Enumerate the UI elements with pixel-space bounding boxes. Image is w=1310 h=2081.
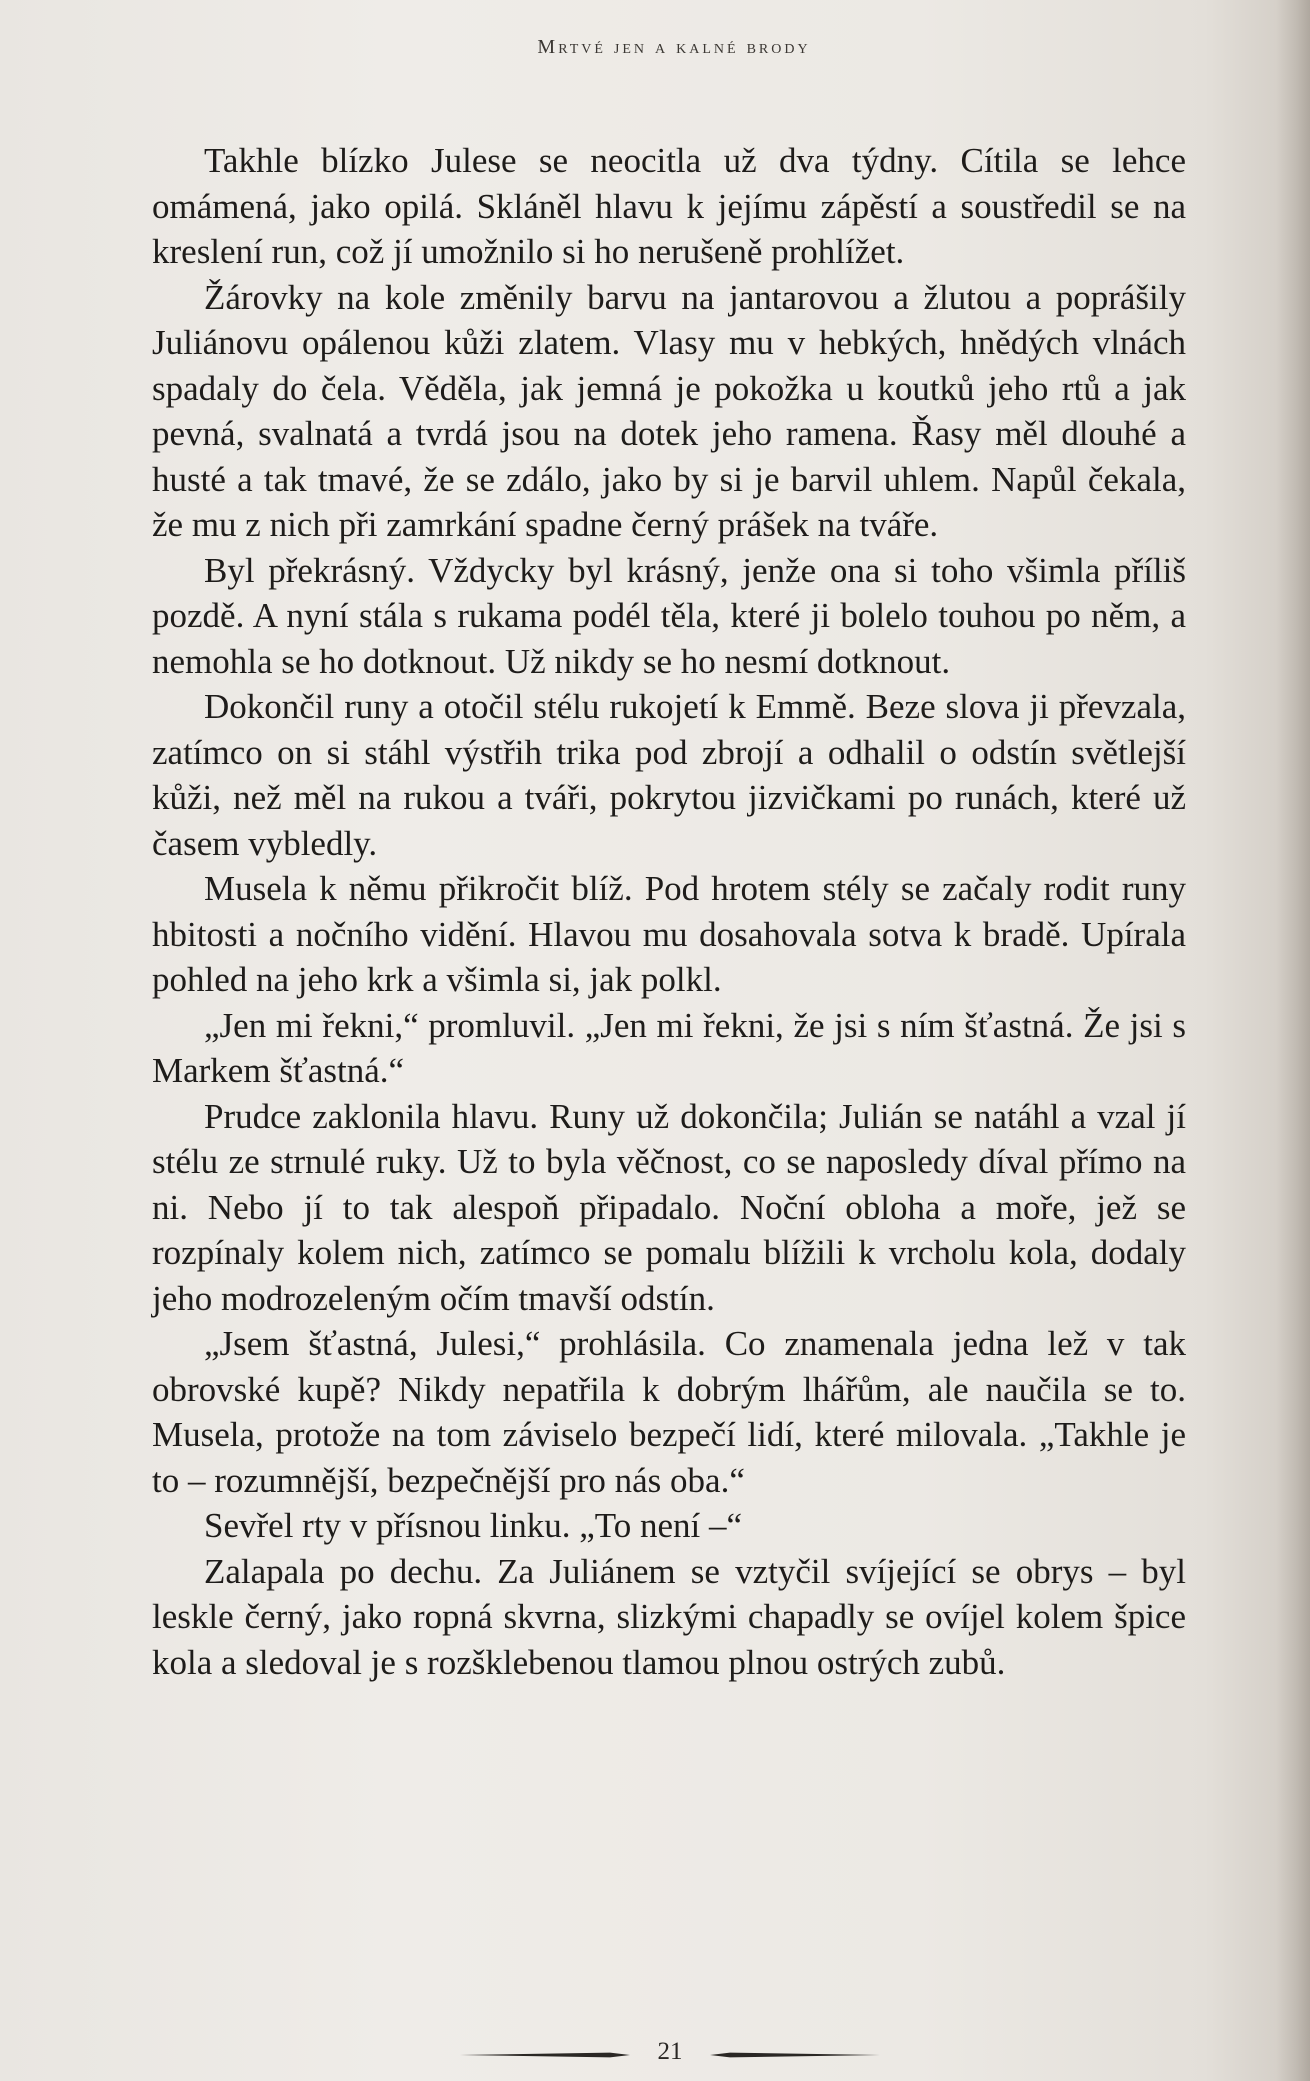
paragraph: „Jen mi řekni,“ promluvil. „Jen mi řekni, že jsi s ním šťastná. Že jsi s Markem šťastná.“ xyxy=(152,1005,1186,1090)
paragraph: Takhle blízko Julese se neocitla už dva týdny. Cítila se lehce omámená, jako opilá. Skláněl hlavu k jejímu zápěstí a soustředil se na kreslení run, což jí umožnilo si ho nerušeně prohlížet. xyxy=(152,141,1186,271)
page-number: 21 xyxy=(657,2038,683,2065)
paragraph: „Jsem šťastná, Julesi,“ prohlásila. Co znamenala jedna lež v tak obrovské kupě? Nikdy nepatřila k dobrým lhářům, ale naučila se to. Musela, protože na tom záviselo bezpečí lidí, které milovala. „Takhle je to – rozumnější, bezpečnější pro nás oba.“ xyxy=(152,1324,1186,1500)
paragraph: Sevřel rty v přísnou linku. „To není –“ xyxy=(204,1506,743,1545)
page-gutter-shadow xyxy=(1276,0,1310,2081)
body-text xyxy=(152,138,1186,1685)
paragraph: Prudce zaklonila hlavu. Runy už dokončila; Julián se natáhl a vzal jí stélu ze strnulé ruky. Už to byla věčnost, co se naposledy díval přímo na ni. Nebo jí to tak alespoň připadalo. Noční obloha a moře, jež se rozpínaly kolem nich, zatímco se pomalu blížili k vrcholu kola, dodaly jeho modrozeleným očím tmavší odstín. xyxy=(152,1096,1186,1318)
folio-ornament-right xyxy=(710,2052,880,2058)
paragraph: Dokončil runy a otočil stélu rukojetí k Emmě. Beze slova ji převzala, zatímco on si stáhl výstřih trika pod zbrojí a odhalil o odstín světlejší kůži, než měl na rukou a tváři, pokrytou jizvičkami po runách, které už časem vybledly. xyxy=(152,687,1186,863)
paragraph: Žárovky na kole změnily barvu na jantarovou a žlutou a poprášily Juliánovu opálenou kůži zlatem. Vlasy mu v hebkých, hnědých vlnách spadaly do čela. Věděla, jak jemná je pokožka u koutků jeho rtů a jak pevná, svalnatá a tvrdá jsou na dotek jeho ramena. Řasy měl dlouhé a husté a tak tmavé, že se zdálo, jako by si je barvil uhlem. Napůl čekala, že mu z nich při zamrkání spadne černý prášek na tváře. xyxy=(152,277,1186,544)
running-head: Mrtvé jen a kalné brody xyxy=(537,36,811,58)
folio xyxy=(460,2038,880,2072)
paragraph: Byl překrásný. Vždycky byl krásný, jenže ona si toho všimla příliš pozdě. A nyní stála s rukama podél těla, které ji bolelo touhou po něm, a nemohla se ho dotknout. Už nikdy se ho nesmí dotknout. xyxy=(152,550,1186,681)
paragraph: Musela k němu přikročit blíž. Pod hrotem stély se začaly rodit runy hbitosti a nočního vidění. Hlavou mu dosahovala sotva k bradě. Upírala pohled na jeho krk a všimla si, jak polkl. xyxy=(152,869,1186,999)
paragraph: Zalapala po dechu. Za Juliánem se vztyčil svíjející se obrys – byl leskle černý, jako ropná skvrna, slizkými chapadly se ovíjel kolem špice kola a sledoval je s rozšklebenou tlamou plnou ostrých zubů. xyxy=(152,1551,1186,1682)
